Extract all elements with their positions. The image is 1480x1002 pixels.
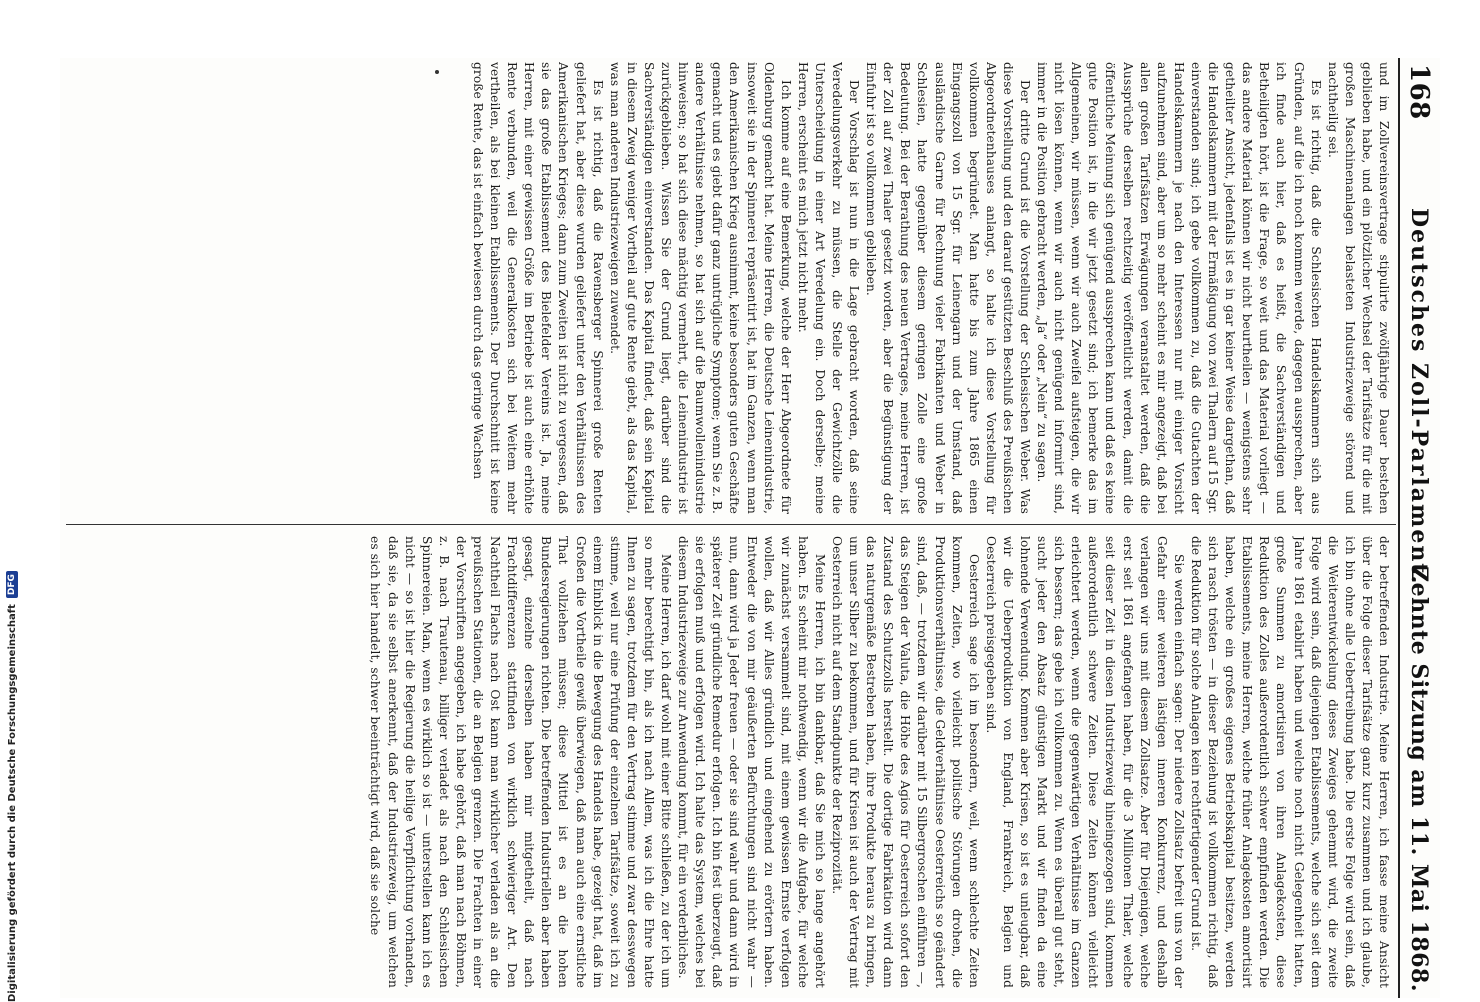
scan-speck (435, 70, 439, 74)
paragraph: Es ist richtig, daß die Ravensberger Spinnerei große Renten geliefert hat, aber diese wurden geliefert unter den Verhältnissen des Amerikanischen Krieges; dann zum Zweiten ist nicht zu vergessen, daß sie das große Etablissement des Bielefelder Vereins ist. Ja, meine Herren, mit einer gewissen Größe im Betriebe ist auch eine erhöhte Rente verbunden, weil die Generalkosten sich bei Weitem mehr vertheilen, als bei kleinen Etablissements. Der Durchschnitt ist keine große Rente, das ist einfach bewiesen durch das geringe Wachsen (471, 62, 605, 514)
paragraph: Meine Herren, ich darf wohl mit einer Bitte schließen, zu der ich um so mehr berechtigt bin, als ich nach Allem, was ich die Ehre hatte Ihnen zu sagen, trotzdem für den Vertrag stimme und zwar desswegen stimme, weil nur eine Prüfung der einzelnen Tarifsätze, soweit ich zu einem Einblick in die Bewegung des Handels habe, gezeigt hat, daß im Großen die Vortheile gewiß überwiegen, daß man auch eine ernstliche That vollziehen müssen; diese Mittel ist es an die hohen Bundesregierungen richten. Die betreffenden Industriellen aber haben gesagt, einzelne derselben haben mir mitgetheilt, daß nach Frachtdifferenzen stattfinden von wirklich schwieriger Art. Den Nachtheil Flachs nach Ost kann man wirklicher verladen als an die preußischen Stationen, die an Belgien grenzen. Die Frachten in einer der Vorschriften angegeben, ich habe gehört, daß man nach Böhmen, z. B. nach Trautenau, billiger verladet als nach den Schlesischen Spinnereien. Man, wenn es wirklich so ist — unterstellen kann ich es nicht — so ist hier die Regierung die heilige Verpflichtung vorhanden, daß sie, da sie selbst anerkennt, daß der Industriezweig, um welchen es sich hier handelt, schwer beeinträchtigt wird, daß sie solche (368, 536, 674, 988)
paragraph: der betreffenden Industrie. Meine Herren, ich fasse meine Ansicht über die Folge dieser Tarifsätze ganz kurz zusammen und ich glaube, ich bin ohne alle Uebertreibung habe. Die erste Folge wird sein, daß die Weiterentwickelung dieses Zweiges gehemmt wird, die zweite Folge wird sein, daß diejenigen Etablissements, welche sich seit dem Jahre 1861 etablirt haben und welche noch nicht Gelegenheit hatten, große Summen zu amortisiren von ihren Anlagekosten, diese Reduktion des Zolles außerordentlich schwer empfinden werden. Die Etablissements, meine Herren, welche früher Anlagekosten amortisirt haben, welche ein großes eigenes Betriebskapital besitzen, werden sich rasch trösten — in dieser Beziehung ist vollkommen richtig, daß die Reduktion für solche Anlagen kein rechtfertigender Grund ist. (1188, 536, 1391, 988)
right-column (67, 536, 1392, 988)
paragraph: und im Zollvereinsvertrage stipulirte zwölfjährige Dauer bestehen geblieben habe, und ein plötzlicher Wechsel der Tarifsätze für die mit großen Maschinenanlagen belasteten Industriezweige störend und nachtheilig sei. (1325, 62, 1391, 514)
page-header (1404, 58, 1440, 998)
running-title: Deutsches Zoll-Parlament. (1406, 208, 1432, 586)
digitization-credit (4, 574, 20, 1002)
header-rule (1398, 58, 1400, 998)
scanned-page (60, 58, 1440, 998)
paragraph: Meine Herren, ich bin dankbar, daß Sie mich so lange angehört haben. Es scheint mir nothwendig, wenn wir die Aufgabe, für welche wir zunächst versammelt sind, mit einem gewissen Ernste verfolgen wollen, daß wir Alles gründlich und eingehend zu erörtern haben. Entweder die von mir geäußerten Befürchtungen sind nicht wahr — nun, dann wird ja Jeder freuen — oder sie sind wahr und dann wird in späterer Zeit gründliche Remedur erfolgen. Ich bin fest überzeugt, daß sie erfolgen muß und erfolgen wird. Ich halte das System, welches bei diesem Industriezweige zur Anwendung kommt, für ein verderbliches. (676, 536, 827, 988)
paragraph: Der Vorschlag ist nun in die Lage gebracht worden, daß seine Veredelungsverkehr zu müssen, die Stelle der Gewichtzölle die Unterscheidung in einer Art Veredelung ein. Doch derselbe; meine Herren, erscheint es mich jetzt nicht mehr. (795, 62, 862, 514)
paragraph: Es ist richtig, daß die Schlesischen Handelskammern sich aus Gründen, auf die ich noch kommen werde, dagegen aussprechen, aber ich finde auch hier, daß es heißt, die Sachverständigen und Betheiligten hört, ist die Frage, so weit und das Material vorliegt — das andere Material können wir nicht beurtheilen — wenigstens sehr getheilter Ansicht, jedenfalls ist es in gar keiner Weise dargethan, daß die Handelskammern mit der Ermäßigung von zwei Thalern auf 15 Sgr. einverstanden sind; ich gebe vollkommen zu, daß die Gutachten der Handelskammern je nach den Interessen nur mit einiger Vorsicht aufzunehmen sind, aber um so mehr scheint es mir angezeigt, daß bei allen großen Tarifsätzen Erwägungen veranstaltet werden, daß die Aussprüche derselben rechtzeitig veröffentlicht werden, damit die öffentliche Meinung sich genügend aussprechen kann und daß es keine gute Position ist, in die wir jetzt gesetzt sind; ich bemerke das im Allgemeinen, wir müssen, wenn wir auch Zweifel aufsteigen, die wir nicht lösen können, wenn wir auch nicht genügend informirt sind, immer in die Position gebracht werden, „Ja“ oder „Nein“ zu sagen. (1035, 62, 1323, 514)
paragraph: Oesterreich sage ich im besondern, weil, wenn schlechte Zeiten kommen, Zeiten, wo vielleicht politische Störungen drohen, die Produktionsverhältnisse, die Geldverhältnisse Oesterreichs so geändert sind, daß, — trotzdem wir darüber mit 15 Silbergroschen einführen —, das Steigen der Valuta, die Höhe des Agios für Oesterreich sofort den Zustand des Schutzzolls herstellt. Die dortige Fabrikation wird dann das naturgemäße Bestreben haben, ihre Produkte heraus zu bringen, um unser Silber zu bekommen, und für Krisen ist auch der Vertrag mit Oesterreich nicht auf dem Standpunkte der Reziprozität. (830, 536, 981, 988)
credit-text: Digitalisierung gefördert durch die Deutsche Forschungsgemeinschaft (6, 604, 18, 1002)
paragraph: Ich komme auf eine Bemerkung, welche der Herr Abgeordnete für Oldenburg gemacht hat. Meine Herren, die Deutsche Leinenindustrie, insoweit sie in der Spinnerei repräsentirt ist, hat im Ganzen, wenn man den Amerikanischen Krieg ausnimmt, keine besonders guten Geschäfte gemacht und es giebt dafür ganz untrügliche Symptome; wenn Sie z. B. andere Verhältnisse nehmen, so hat sich auf die Baumwollenindustrie hinweisen; so hat sich diese mächtig vermehrt, die Leinenindustrie ist zurückgeblieben. Wissen Sie der Grund liegt, darüber sind die Sachverständigen einverstanden. Das Kapital findet, daß sein Kapital in diesem Zweig weniger Vortheil auf gute Rente giebt, als das Kapital, was man anderen Industriezweigen zuwendet. (607, 62, 793, 514)
page-number: 168 (1404, 64, 1434, 120)
left-column (67, 62, 1392, 514)
paragraph: Der dritte Grund ist die Vorstellung der Schlesischen Weber. Was diese Vorstellung und den darauf gestützten Beschluß des Preußischen Abgeordnetenhauses anlangt, so halte ich diese Vorstellung für vollkommen begründet. Man hatte bis zum Jahre 1865 einen Eingangszoll von 15 Sgr. für Leinengarn und der Umstand, daß ausländische Garne für Rechnung vieler Fabrikanten und Weber in Schlesien, hatte gegenüber diesem geringen Zolle eine große Bedeutung. Bei der Berathung des neuen Vertrages, meine Herren, ist der Zoll auf zwei Thaler gesetzt worden, aber die Begünstigung der Einfuhr ist so vollkommen geblieben. (864, 62, 1033, 514)
column-divider (66, 524, 1396, 525)
paragraph: Sie werden einfach sagen: Der niedere Zollsatz befreit uns von der Gefahr einer weiteren lästigen inneren Konkurrenz, und deshalb verlangen wir uns mit diesem Zollsatze. Aber für Diejenigen, welche erst seit 1861 angefangen haben, für die 3 Millionen Thaler, welche seit dieser Zeit in diesen Industriezweig hineingezogen sind, kommen außerordentlich schwere Zeiten. Diese Zeiten können vielleicht erleichtert werden, wenn die gegenwärtigen Verhältnisse im Ganzen sich bessern; das gebe ich vollkommen zu. Wenn es überall gut steht, sucht jeder den Absatz günstigen Markt und wir finden da eine lohnende Verwendung. Kommen aber Krisen, so ist es unleugbar, daß wir die Ueberproduktion von England, Frankreich, Belgien und Oesterreich preisgegeben sind. (983, 536, 1186, 988)
session-date: Zehnte Sitzung am 11. Mai 1868. (1406, 566, 1432, 992)
dfg-logo: DFG (6, 571, 18, 598)
